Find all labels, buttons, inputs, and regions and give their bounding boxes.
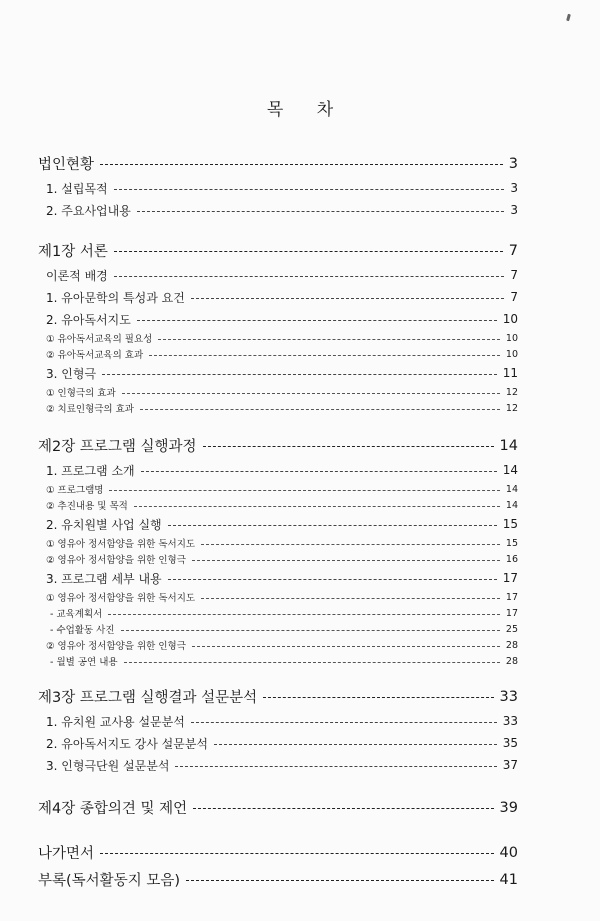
- toc-section: [38, 432, 518, 669]
- toc-entry-page: 14: [502, 463, 518, 477]
- toc-entry: [38, 199, 518, 221]
- toc-entry: [38, 400, 518, 416]
- dot-leader: [108, 614, 500, 615]
- toc-entry: [38, 432, 518, 459]
- dot-leader: [191, 722, 497, 723]
- toc-entry: [38, 150, 518, 177]
- toc-entry-page: 14: [499, 437, 518, 454]
- toc-entry-label: 1. 유치원 교사용 설문분석: [46, 714, 185, 729]
- toc-entry: [38, 308, 518, 330]
- toc-entry: [38, 567, 518, 589]
- toc-entry: [38, 459, 518, 481]
- toc-entry: [38, 237, 518, 264]
- dot-leader: [114, 251, 503, 252]
- toc-entry-label: 2. 주요사업내용: [46, 203, 131, 218]
- toc-entry-label: 1. 유아문학의 특성과 요건: [46, 290, 185, 305]
- toc-entry-label: 2. 유아독서지도 강사 설문분석: [46, 736, 208, 751]
- toc-entry-label: ② 영유아 정서함양을 위한 인형극: [46, 641, 186, 652]
- toc-entry-page: 41: [499, 871, 518, 888]
- toc-entry-label: 이론적 배경: [46, 268, 108, 283]
- dot-leader: [121, 630, 500, 631]
- toc-entry-page: 40: [499, 844, 518, 861]
- toc-entry-label: 제3장 프로그램 실행결과 설문분석: [38, 690, 258, 706]
- dot-leader: [102, 374, 497, 375]
- toc-entry-page: 14: [505, 499, 518, 511]
- toc-entry: [38, 732, 518, 754]
- toc-entry: [38, 794, 518, 821]
- page-title: 목 차: [266, 100, 348, 120]
- dot-leader: [186, 880, 494, 881]
- toc-entry: [38, 551, 518, 567]
- dot-leader: [168, 525, 497, 526]
- toc-entry-page: 12: [505, 386, 518, 398]
- toc-entry-label: 3. 인형극단원 설문분석: [46, 758, 170, 773]
- dot-leader: [263, 697, 493, 698]
- toc-entry-label: 나가면서: [38, 846, 95, 862]
- dot-leader: [114, 189, 505, 190]
- toc-entry: [38, 535, 518, 551]
- dot-leader: [203, 446, 494, 447]
- toc-entry-page: 15: [505, 537, 518, 549]
- dot-leader: [193, 808, 493, 809]
- toc-entry: [38, 264, 518, 286]
- toc-entry: [38, 589, 518, 605]
- dot-leader: [192, 646, 500, 647]
- toc-entry-label: ① 영유아 정서함양을 위한 독서지도: [46, 593, 196, 604]
- toc-entry: [38, 177, 518, 199]
- dot-leader: [124, 662, 500, 663]
- toc-entry: [38, 653, 518, 669]
- toc-entry-page: 17: [505, 591, 518, 603]
- toc-entry-label: 부록(독서활동지 모음): [38, 873, 180, 889]
- dot-leader: [214, 744, 497, 745]
- toc-entry-page: 7: [510, 268, 518, 282]
- toc-entry: [38, 683, 518, 710]
- toc-entry-label: 2. 유아독서지도: [46, 312, 131, 327]
- toc-entry-label: - 교육계획서: [50, 609, 103, 620]
- dot-leader: [149, 355, 500, 356]
- toc-section: [38, 794, 518, 821]
- toc-entry-label: 법인현황: [38, 157, 95, 173]
- toc-entry-page: 3: [508, 155, 518, 172]
- toc-entry-page: 25: [505, 623, 518, 635]
- toc-entry-label: 제1장 서론: [38, 244, 108, 260]
- toc-entry: [38, 637, 518, 653]
- toc-section: [38, 683, 518, 776]
- toc-entry-page: 39: [499, 799, 518, 816]
- toc-section: [38, 237, 518, 416]
- toc-entry-page: 3: [510, 181, 518, 195]
- table-of-contents: [38, 150, 518, 893]
- toc-entry-page: 33: [499, 688, 518, 705]
- toc-entry-page: 28: [505, 639, 518, 651]
- toc-entry-label: - 수업활동 사진: [50, 625, 115, 636]
- dot-leader: [141, 471, 497, 472]
- dot-leader: [191, 298, 505, 299]
- toc-entry-label: - 월별 공연 내용: [50, 657, 118, 668]
- dot-leader: [109, 490, 499, 491]
- toc-entry-label: 1. 프로그램 소개: [46, 463, 135, 478]
- toc-entry-page: 35: [502, 736, 518, 750]
- dot-leader: [137, 211, 505, 212]
- toc-entry-label: ② 치료인형극의 효과: [46, 404, 134, 415]
- dot-leader: [137, 320, 497, 321]
- toc-entry-page: 10: [502, 312, 518, 326]
- toc-entry: [38, 621, 518, 637]
- dot-leader: [158, 339, 500, 340]
- dot-leader: [122, 393, 500, 394]
- toc-entry-label: ② 영유아 정서함양을 위한 인형극: [46, 555, 186, 566]
- toc-entry: [38, 513, 518, 535]
- toc-entry-label: ① 유아독서교육의 필요성: [46, 334, 153, 345]
- toc-entry-label: 제4장 종합의견 및 제언: [38, 801, 188, 817]
- dot-leader: [114, 276, 505, 277]
- toc-section: [38, 150, 518, 221]
- dot-leader: [201, 544, 500, 545]
- toc-entry-page: 10: [505, 348, 518, 360]
- toc-entry-label: ① 영유아 정서함양을 위한 독서지도: [46, 539, 196, 550]
- toc-entry: [38, 330, 518, 346]
- toc-entry: [38, 710, 518, 732]
- toc-entry-page: 10: [505, 332, 518, 344]
- dot-leader: [140, 409, 500, 410]
- toc-entry: [38, 866, 518, 893]
- dot-leader: [168, 579, 497, 580]
- toc-entry: [38, 497, 518, 513]
- toc-entry-page: 16: [505, 553, 518, 565]
- toc-entry-page: 12: [505, 402, 518, 414]
- toc-entry-page: 3: [510, 203, 518, 217]
- toc-entry-page: 7: [508, 242, 518, 259]
- toc-entry-page: 14: [505, 483, 518, 495]
- toc-entry: [38, 754, 518, 776]
- toc-entry: [38, 286, 518, 308]
- toc-entry-label: 2. 유치원별 사업 실행: [46, 517, 162, 532]
- dot-leader: [192, 560, 500, 561]
- toc-entry-label: 제2장 프로그램 실행과정: [38, 439, 197, 455]
- toc-entry-page: 33: [502, 714, 518, 728]
- toc-entry-page: 28: [505, 655, 518, 667]
- toc-entry-page: 7: [510, 290, 518, 304]
- toc-entry: [38, 362, 518, 384]
- dot-leader: [100, 164, 503, 165]
- dot-leader: [201, 598, 500, 599]
- dot-leader: [100, 853, 494, 854]
- toc-entry-page: 37: [502, 758, 518, 772]
- toc-entry-label: ② 추진내용 및 목적: [46, 501, 128, 512]
- toc-entry-label: ① 프로그램명: [46, 485, 104, 496]
- dot-leader: [134, 506, 500, 507]
- toc-entry-page: 15: [502, 517, 518, 531]
- toc-entry-label: 3. 인형극: [46, 366, 97, 381]
- toc-entry-page: 11: [502, 366, 518, 380]
- toc-entry-label: ② 유아독서교육의 효과: [46, 350, 144, 361]
- toc-section: [38, 839, 518, 893]
- toc-entry-page: 17: [502, 571, 518, 585]
- toc-entry: [38, 384, 518, 400]
- toc-entry-label: 1. 설립목적: [46, 181, 108, 196]
- dot-leader: [175, 766, 496, 767]
- toc-entry-label: 3. 프로그램 세부 내용: [46, 571, 162, 586]
- toc-entry: [38, 605, 518, 621]
- toc-entry: [38, 346, 518, 362]
- scan-mark: [566, 14, 571, 22]
- toc-entry-page: 17: [505, 607, 518, 619]
- toc-entry-label: ① 인형극의 효과: [46, 388, 116, 399]
- toc-entry: [38, 839, 518, 866]
- toc-entry: [38, 481, 518, 497]
